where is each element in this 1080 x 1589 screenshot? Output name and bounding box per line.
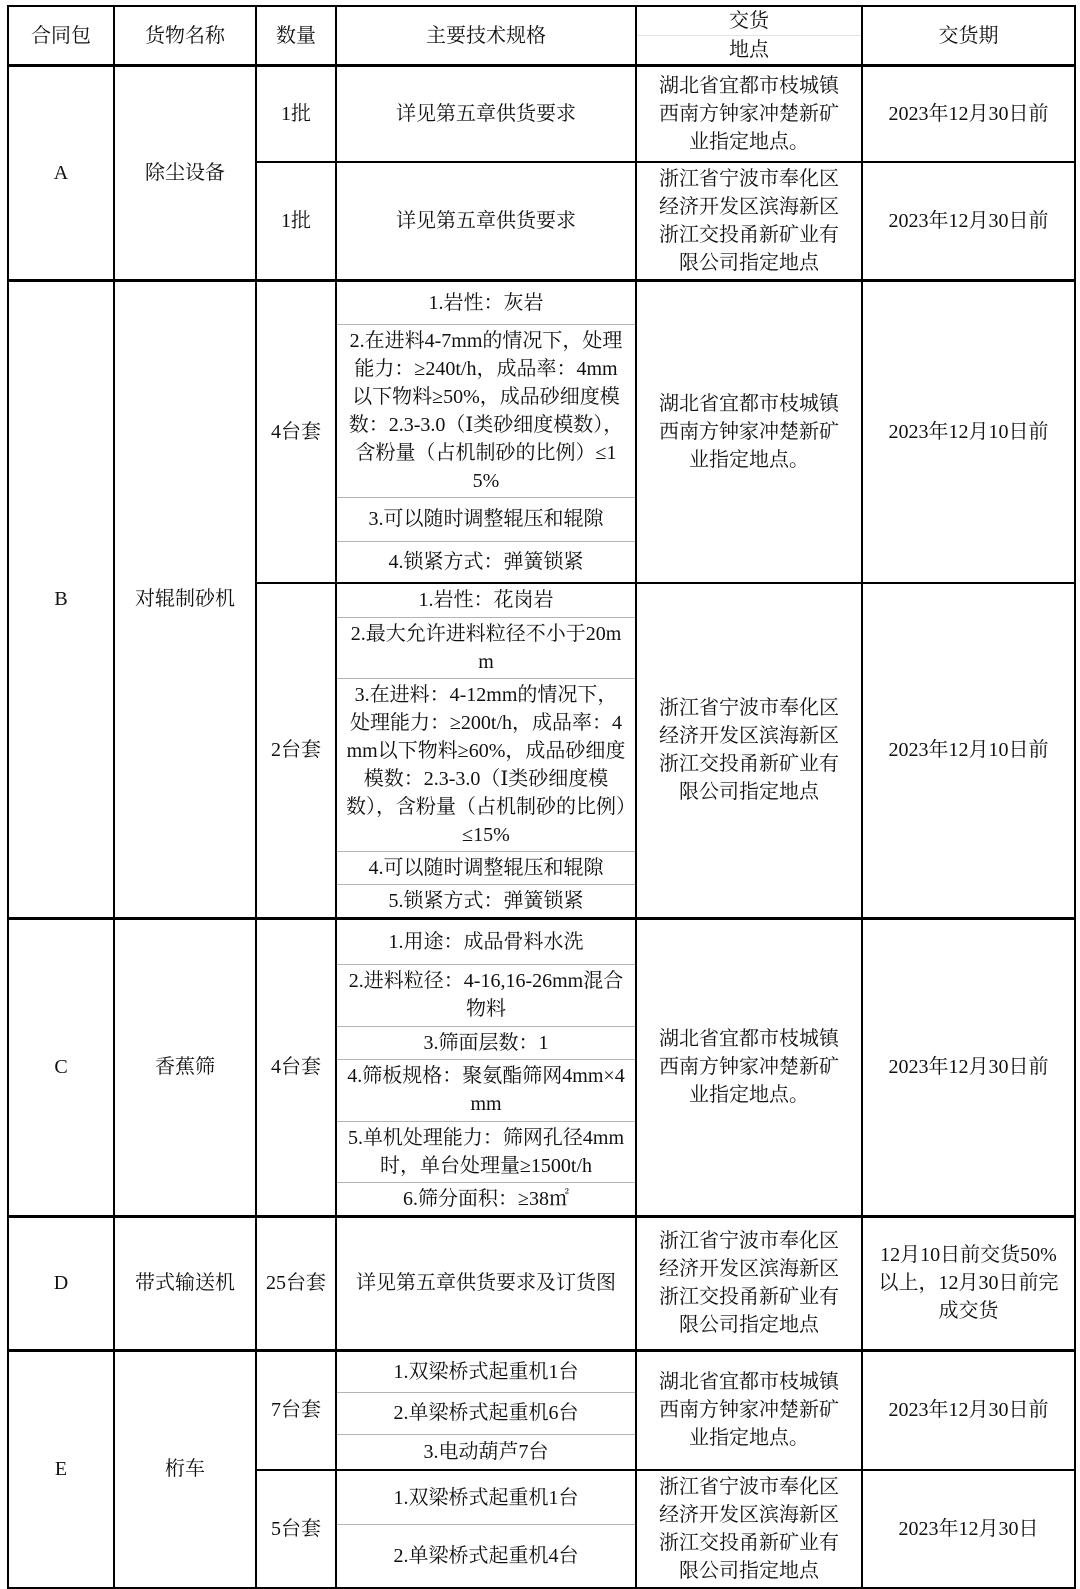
table-row [8,1216,1075,1350]
package-id-cell: A [8,66,114,281]
header-goods-name: 货物名称 [114,6,256,66]
delivery-location-cell: 湖北省宜都市枝城镇西南方钟家冲楚新矿业指定地点。 [636,66,862,162]
package-id-cell: D [8,1216,114,1350]
delivery-location-cell: 浙江省宁波市奉化区经济开发区滨海新区浙江交投甬新矿业有限公司指定地点 [636,1470,862,1588]
delivery-period-cell: 2023年12月30日前 [862,918,1075,1216]
delivery-period-cell: 2023年12月10日前 [862,280,1075,583]
quantity-cell: 7台套 [256,1350,336,1470]
spec-cell: 详见第五章供货要求 [336,162,636,281]
spec-cell: 3.筛面层数：1 [336,1026,636,1059]
header-specs: 主要技术规格 [336,6,636,66]
quantity-cell: 5台套 [256,1470,336,1588]
spec-cell: 1.双梁桥式起重机1台 [336,1350,636,1392]
spec-cell: 4.可以随时调整辊压和辊隙 [336,851,636,884]
goods-name-cell: 带式输送机 [114,1216,256,1350]
table-row [8,1350,1075,1392]
goods-name-cell: 除尘设备 [114,66,256,281]
delivery-location-header-stack [637,7,861,64]
package-id-cell: E [8,1350,114,1588]
delivery-location-header-line1: 交货 [637,7,861,36]
delivery-location-cell: 湖北省宜都市枝城镇西南方钟家冲楚新矿业指定地点。 [636,280,862,583]
procurement-packages-table [7,5,1076,1589]
spec-cell: 2.进料粒径：4-16,16-26mm混合物料 [336,964,636,1026]
delivery-location-cell: 浙江省宁波市奉化区经济开发区滨海新区浙江交投甬新矿业有限公司指定地点 [636,162,862,281]
header-contract-package: 合同包 [8,6,114,66]
delivery-period-cell: 12月10日前交货50%以上，12月30日前完成交货 [862,1216,1075,1350]
spec-cell: 1.岩性：灰岩 [336,280,636,324]
table-row [8,66,1075,162]
delivery-period-cell: 2023年12月10日前 [862,583,1075,918]
spec-cell: 详见第五章供货要求 [336,66,636,162]
delivery-location-header-line2: 地点 [729,39,769,61]
spec-cell: 2.在进料4-7mm的情况下，处理能力：≥240t/h，成品率：4mm以下物料≥50%，成品砂细度模数：2.3-3.0（Ⅰ类砂细度模数），含粉量（占机制砂的比例）≤15% [336,324,636,497]
spec-cell: 1.双梁桥式起重机1台 [336,1470,636,1525]
goods-name-cell: 桁车 [114,1350,256,1588]
goods-name-cell: 香蕉筛 [114,918,256,1216]
quantity-cell: 1批 [256,162,336,281]
spec-cell: 4.锁紧方式：弹簧锁紧 [336,541,636,583]
delivery-period-cell: 2023年12月30日前 [862,66,1075,162]
spec-cell: 详见第五章供货要求及订货图 [336,1216,636,1350]
quantity-cell: 25台套 [256,1216,336,1350]
package-id-cell: B [8,280,114,918]
delivery-location-cell: 浙江省宁波市奉化区经济开发区滨海新区浙江交投甬新矿业有限公司指定地点 [636,583,862,918]
spec-cell: 2.最大允许进料粒径不小于20mm [336,617,636,678]
spec-cell: 1.用途：成品骨料水洗 [336,918,636,964]
spec-cell: 4.筛板规格：聚氨酯筛网4mm×4mm [336,1059,636,1121]
quantity-cell: 4台套 [256,280,336,583]
delivery-location-cell: 湖北省宜都市枝城镇西南方钟家冲楚新矿业指定地点。 [636,918,862,1216]
spec-cell: 2.单梁桥式起重机6台 [336,1392,636,1434]
package-id-cell: C [8,918,114,1216]
quantity-cell: 4台套 [256,918,336,1216]
header-quantity: 数量 [256,6,336,66]
spec-cell: 3.电动葫芦7台 [336,1434,636,1470]
spec-cell: 3.可以随时调整辊压和辊隙 [336,497,636,541]
spec-cell: 3.在进料：4-12mm的情况下，处理能力：≥200t/h，成品率：4mm以下物料≥60%，成品砂细度模数：2.3-3.0（Ⅰ类砂细度模数），含粉量（占机制砂的比例）≤15% [336,678,636,851]
spec-cell: 5.锁紧方式：弹簧锁紧 [336,884,636,918]
goods-name-cell: 对辊制砂机 [114,280,256,918]
spec-cell: 6.筛分面积：≥38㎡ [336,1182,636,1216]
spec-cell: 1.岩性：花岗岩 [336,583,636,617]
table-row [8,280,1075,324]
delivery-location-cell: 湖北省宜都市枝城镇西南方钟家冲楚新矿业指定地点。 [636,1350,862,1470]
delivery-period-cell: 2023年12月30日 [862,1470,1075,1588]
table-row [8,918,1075,964]
header-delivery-period: 交货期 [862,6,1075,66]
delivery-location-cell: 浙江省宁波市奉化区经济开发区滨海新区浙江交投甬新矿业有限公司指定地点 [636,1216,862,1350]
spec-cell: 5.单机处理能力：筛网孔径4mm时，单台处理量≥1500t/h [336,1121,636,1182]
header-row [8,6,1075,66]
delivery-period-cell: 2023年12月30日前 [862,162,1075,281]
delivery-period-cell: 2023年12月30日前 [862,1350,1075,1470]
quantity-cell: 1批 [256,66,336,162]
header-delivery-location [636,6,862,66]
quantity-cell: 2台套 [256,583,336,918]
spec-cell: 2.单梁桥式起重机4台 [336,1525,636,1588]
